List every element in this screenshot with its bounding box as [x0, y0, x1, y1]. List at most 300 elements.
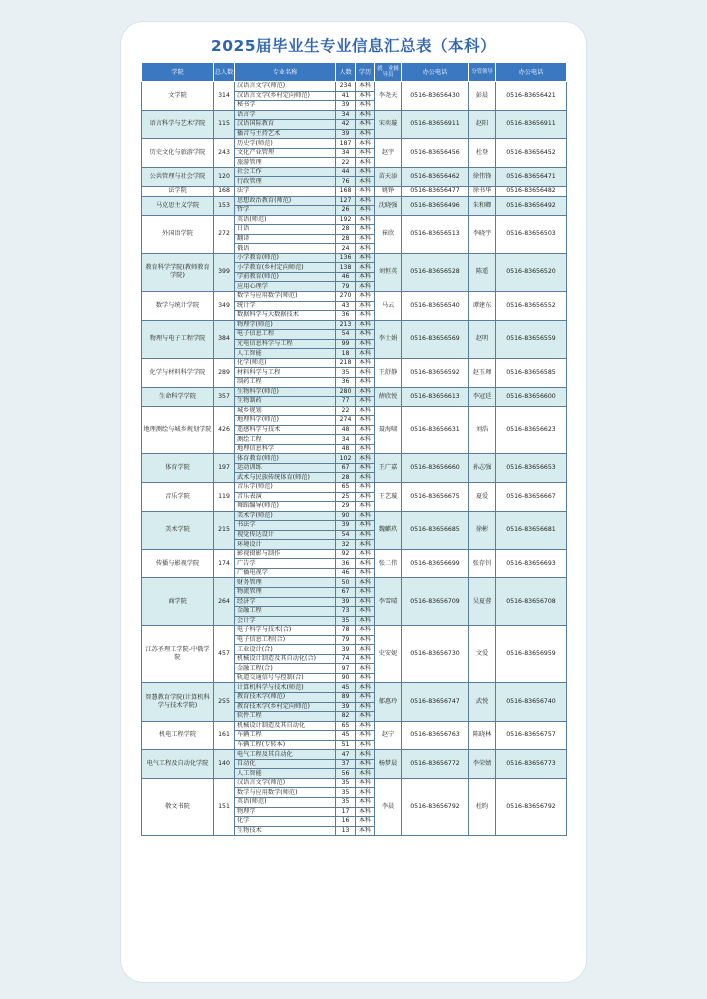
counselor-cell: 张二伟	[375, 549, 402, 578]
major-count-cell: 42	[336, 120, 356, 130]
degree-cell: 本科	[356, 731, 375, 741]
major-name-cell: 学前教育(师范)	[235, 272, 336, 282]
degree-cell: 本科	[356, 635, 375, 645]
table-row	[142, 549, 567, 559]
degree-cell: 本科	[356, 530, 375, 540]
office-phone-cell: 0516-83656772	[402, 750, 469, 779]
major-name-cell: 音乐表演	[235, 492, 336, 502]
major-name-cell: 物理学	[235, 807, 336, 817]
counselor-cell: 姚铮	[375, 187, 402, 197]
college-name-cell: 智慧教育学院(计算机科学与技术学院)	[142, 683, 214, 721]
major-name-cell: 计算机科学与技术(师范)	[235, 683, 336, 693]
major-count-cell: 36	[336, 377, 356, 387]
office-phone-cell: 0516-83656528	[402, 253, 469, 291]
major-name-cell: 小学教育(乡村定向师范)	[235, 263, 336, 273]
major-name-cell: 教育技术学(乡村定向师范)	[235, 702, 336, 712]
major-count-cell: 46	[336, 272, 356, 282]
major-name-cell: 机械设计制造及其自动化(合)	[235, 654, 336, 664]
leader-phone-cell: 0516-83656492	[496, 196, 567, 215]
degree-cell: 本科	[356, 511, 375, 521]
major-name-cell: 社会工作	[235, 167, 336, 177]
college-name-cell: 生命科学学院	[142, 387, 214, 406]
college-total-cell: 264	[214, 578, 235, 626]
counselor-cell: 宋奕璇	[375, 110, 402, 139]
counselor-cell: 苗天添	[375, 167, 402, 186]
major-name-cell: 音乐学(师范)	[235, 482, 336, 492]
counselor-cell: 聂海啸	[375, 406, 402, 454]
leader-cell: 文爱	[469, 626, 496, 683]
college-name-cell: 文学院	[142, 82, 214, 111]
major-count-cell: 45	[336, 731, 356, 741]
table-row	[142, 253, 567, 263]
major-name-cell: 哲学	[235, 206, 336, 216]
table-row	[142, 167, 567, 177]
office-phone-cell: 0516-83656540	[402, 292, 469, 321]
degree-cell: 本科	[356, 750, 375, 760]
table-row	[142, 406, 567, 416]
degree-cell: 本科	[356, 616, 375, 626]
major-count-cell: 39	[336, 101, 356, 111]
degree-cell: 本科	[356, 673, 375, 683]
college-total-cell: 174	[214, 549, 235, 578]
major-count-cell: 16	[336, 817, 356, 827]
major-count-cell: 97	[336, 664, 356, 674]
degree-cell: 本科	[356, 397, 375, 407]
table-row	[142, 292, 567, 302]
leader-phone-cell: 0516-83656600	[496, 387, 567, 406]
leader-phone-cell: 0516-83656740	[496, 683, 567, 721]
counselor-cell: 赵宁	[375, 721, 402, 750]
major-name-cell: 金融工程(合)	[235, 664, 336, 674]
major-count-cell: 90	[336, 673, 356, 683]
major-name-cell: 视觉传达设计	[235, 530, 336, 540]
degree-cell: 本科	[356, 158, 375, 168]
table-row	[142, 778, 567, 788]
major-name-cell: 电子信息工程(合)	[235, 635, 336, 645]
counselor-cell: 薛欣悦	[375, 387, 402, 406]
degree-cell: 本科	[356, 683, 375, 693]
college-total-cell: 272	[214, 215, 235, 253]
table-header-row	[142, 63, 567, 82]
major-count-cell: 90	[336, 511, 356, 521]
major-count-cell: 39	[336, 645, 356, 655]
college-total-cell: 151	[214, 778, 235, 835]
major-name-cell: 财务管理	[235, 578, 336, 588]
table-row	[142, 187, 567, 197]
leader-cell: 陈遥	[469, 253, 496, 291]
major-count-cell: 234	[336, 82, 356, 92]
major-count-cell: 67	[336, 463, 356, 473]
degree-cell: 本科	[356, 693, 375, 703]
major-count-cell: 54	[336, 330, 356, 340]
leader-phone-cell: 0516-83656452	[496, 139, 567, 168]
major-count-cell: 25	[336, 492, 356, 502]
major-count-cell: 26	[336, 206, 356, 216]
leader-phone-cell: 0516-83656503	[496, 215, 567, 253]
degree-cell: 本科	[356, 540, 375, 550]
college-total-cell: 168	[214, 187, 235, 197]
degree-cell: 本科	[356, 549, 375, 559]
college-total-cell: 119	[214, 482, 235, 511]
major-count-cell: 41	[336, 91, 356, 101]
degree-cell: 本科	[356, 416, 375, 426]
major-count-cell: 270	[336, 292, 356, 302]
major-count-cell: 54	[336, 530, 356, 540]
major-count-cell: 89	[336, 693, 356, 703]
major-name-cell: 小学教育(师范)	[235, 253, 336, 263]
counselor-cell: 魏麒玖	[375, 511, 402, 549]
major-name-cell: 法学	[235, 187, 336, 197]
degree-cell: 本科	[356, 377, 375, 387]
major-count-cell: 76	[336, 177, 356, 187]
header-major: 专业名称	[235, 63, 336, 82]
major-name-cell: 汉语言文学(师范)	[235, 82, 336, 92]
major-name-cell: 生物技术	[235, 826, 336, 836]
major-name-cell: 舞蹈编导(师范)	[235, 502, 336, 512]
table-row	[142, 578, 567, 588]
degree-cell: 本科	[356, 387, 375, 397]
table-row	[142, 387, 567, 397]
degree-cell: 本科	[356, 578, 375, 588]
major-count-cell: 79	[336, 282, 356, 292]
major-name-cell: 汉语言文学(师范)	[235, 778, 336, 788]
office-phone-cell: 0516-83656911	[402, 110, 469, 139]
major-name-cell: 物理学(师范)	[235, 320, 336, 330]
leader-phone-cell: 0516-83656773	[496, 750, 567, 779]
college-name-cell: 传播与影视学院	[142, 549, 214, 578]
major-count-cell: 92	[336, 549, 356, 559]
major-name-cell: 软件工程	[235, 712, 336, 722]
major-name-cell: 城乡规划	[235, 406, 336, 416]
major-count-cell: 82	[336, 712, 356, 722]
major-name-cell: 运动训练	[235, 463, 336, 473]
leader-phone-cell: 0516-83656911	[496, 110, 567, 139]
major-count-cell: 218	[336, 358, 356, 368]
leader-cell: 武悦	[469, 683, 496, 721]
college-name-cell: 化学与材料科学学院	[142, 358, 214, 387]
major-name-cell: 物流管理	[235, 587, 336, 597]
degree-cell: 本科	[356, 788, 375, 798]
major-name-cell: 生物制药	[235, 397, 336, 407]
major-name-cell: 俄语	[235, 244, 336, 254]
college-total-cell: 384	[214, 320, 235, 358]
major-name-cell: 电子科学与技术(合)	[235, 626, 336, 636]
counselor-cell: 李晨	[375, 778, 402, 835]
counselor-cell: 郁惠玲	[375, 683, 402, 721]
college-name-cell: 数学与统计学院	[142, 292, 214, 321]
degree-cell: 本科	[356, 368, 375, 378]
major-name-cell: 电子信息工程	[235, 330, 336, 340]
degree-cell: 本科	[356, 311, 375, 321]
major-name-cell: 旅游管理	[235, 158, 336, 168]
table-row	[142, 320, 567, 330]
major-name-cell: 数学与应用数学(师范)	[235, 788, 336, 798]
degree-cell: 本科	[356, 148, 375, 158]
major-count-cell: 34	[336, 435, 356, 445]
degree-cell: 本科	[356, 349, 375, 359]
degree-cell: 本科	[356, 177, 375, 187]
office-phone-cell: 0516-83656709	[402, 578, 469, 626]
leader-phone-cell: 0516-83656681	[496, 511, 567, 549]
major-name-cell: 数学与应用数学(师范)	[235, 292, 336, 302]
major-name-cell: 测绘工程	[235, 435, 336, 445]
table-row	[142, 454, 567, 464]
major-count-cell: 51	[336, 740, 356, 750]
major-count-cell: 67	[336, 587, 356, 597]
major-count-cell: 73	[336, 607, 356, 617]
leader-phone-cell: 0516-83656792	[496, 778, 567, 835]
major-name-cell: 应用心理学	[235, 282, 336, 292]
major-name-cell: 体育教育(师范)	[235, 454, 336, 464]
leader-phone-cell: 0516-83656959	[496, 626, 567, 683]
major-count-cell: 65	[336, 482, 356, 492]
college-name-cell: 外国语学院	[142, 215, 214, 253]
degree-cell: 本科	[356, 167, 375, 177]
degree-cell: 本科	[356, 435, 375, 445]
degree-cell: 本科	[356, 645, 375, 655]
leader-cell: 徐彬	[469, 511, 496, 549]
major-name-cell: 人工智能	[235, 349, 336, 359]
degree-cell: 本科	[356, 568, 375, 578]
office-phone-cell: 0516-83656675	[402, 482, 469, 511]
major-count-cell: 45	[336, 683, 356, 693]
major-name-cell: 制药工程	[235, 377, 336, 387]
degree-cell: 本科	[356, 444, 375, 454]
leader-cell: 李荣婧	[469, 750, 496, 779]
major-count-cell: 29	[336, 502, 356, 512]
major-count-cell: 34	[336, 148, 356, 158]
leader-cell: 刘浩	[469, 406, 496, 454]
college-name-cell: 机电工程学院	[142, 721, 214, 750]
college-name-cell: 电气工程及自动化学院	[142, 750, 214, 779]
leader-phone-cell: 0516-83656559	[496, 320, 567, 358]
counselor-cell: 李士娟	[375, 320, 402, 358]
major-name-cell: 车辆工程(专转本)	[235, 740, 336, 750]
leader-cell: 赵阳	[469, 110, 496, 139]
office-phone-cell: 0516-83656477	[402, 187, 469, 197]
college-name-cell: 江苏圣理工学院-中俄学院	[142, 626, 214, 683]
major-name-cell: 数据科学与大数据技术	[235, 311, 336, 321]
header-counselor: 就 业辅导员	[375, 63, 402, 82]
major-name-cell: 机械设计制造及其自动化	[235, 721, 336, 731]
degree-cell: 本科	[356, 597, 375, 607]
degree-cell: 本科	[356, 702, 375, 712]
degree-cell: 本科	[356, 196, 375, 206]
major-count-cell: 280	[336, 387, 356, 397]
table-row	[142, 196, 567, 206]
major-count-cell: 168	[336, 187, 356, 197]
leader-cell: 张存钊	[469, 549, 496, 578]
office-phone-cell: 0516-83656462	[402, 167, 469, 186]
major-count-cell: 36	[336, 559, 356, 569]
college-total-cell: 243	[214, 139, 235, 168]
major-count-cell: 28	[336, 473, 356, 483]
degree-cell: 本科	[356, 292, 375, 302]
major-count-cell: 22	[336, 158, 356, 168]
college-name-cell: 音乐学院	[142, 482, 214, 511]
degree-cell: 本科	[356, 91, 375, 101]
college-name-cell: 商学院	[142, 578, 214, 626]
college-total-cell: 161	[214, 721, 235, 750]
header-degree: 学历	[356, 63, 375, 82]
college-total-cell: 314	[214, 82, 235, 111]
office-phone-cell: 0516-83656456	[402, 139, 469, 168]
major-count-cell: 187	[336, 139, 356, 149]
office-phone-cell: 0516-83656569	[402, 320, 469, 358]
major-name-cell: 地理信息科学	[235, 444, 336, 454]
major-name-cell: 金融工程	[235, 607, 336, 617]
table-row	[142, 721, 567, 731]
leader-phone-cell: 0516-83656653	[496, 454, 567, 483]
degree-cell: 本科	[356, 272, 375, 282]
header-college: 学院	[142, 63, 214, 82]
major-count-cell: 37	[336, 759, 356, 769]
major-count-cell: 39	[336, 521, 356, 531]
major-name-cell: 影视摄影与制作	[235, 549, 336, 559]
major-name-cell: 地理科学(师范)	[235, 416, 336, 426]
major-name-cell: 秘书学	[235, 101, 336, 111]
degree-cell: 本科	[356, 320, 375, 330]
leader-phone-cell: 0516-83656623	[496, 406, 567, 454]
major-count-cell: 77	[336, 397, 356, 407]
college-total-cell: 215	[214, 511, 235, 549]
degree-cell: 本科	[356, 559, 375, 569]
leader-phone-cell: 0516-83656421	[496, 82, 567, 111]
college-name-cell: 物理与电子工程学院	[142, 320, 214, 358]
office-phone-cell: 0516-83656613	[402, 387, 469, 406]
major-name-cell: 统计学	[235, 301, 336, 311]
counselor-cell: 杨梦晨	[375, 750, 402, 779]
degree-cell: 本科	[356, 473, 375, 483]
major-name-cell: 英语(师范)	[235, 798, 336, 808]
degree-cell: 本科	[356, 626, 375, 636]
major-name-cell: 车辆工程	[235, 731, 336, 741]
leader-cell: 彭晨	[469, 82, 496, 111]
degree-cell: 本科	[356, 339, 375, 349]
major-name-cell: 汉语国际教育	[235, 120, 336, 130]
major-count-cell: 48	[336, 425, 356, 435]
office-phone-cell: 0516-83656685	[402, 511, 469, 549]
major-count-cell: 39	[336, 129, 356, 139]
major-count-cell: 18	[336, 349, 356, 359]
major-name-cell: 美术学(师范)	[235, 511, 336, 521]
leader-cell: 杜登	[469, 139, 496, 168]
college-name-cell: 法学院	[142, 187, 214, 197]
major-count-cell: 35	[336, 778, 356, 788]
office-phone-cell: 0516-83656513	[402, 215, 469, 253]
major-count-cell: 46	[336, 568, 356, 578]
page-title: 2025届毕业生专业信息汇总表（本科）	[210, 37, 497, 55]
table-row	[142, 82, 567, 92]
degree-cell: 本科	[356, 759, 375, 769]
major-count-cell: 28	[336, 234, 356, 244]
major-count-cell: 74	[336, 654, 356, 664]
major-count-cell: 138	[336, 263, 356, 273]
degree-cell: 本科	[356, 282, 375, 292]
college-name-cell: 语言科学与艺术学院	[142, 110, 214, 139]
degree-cell: 本科	[356, 82, 375, 92]
header-leader-phone: 办公电话	[496, 63, 567, 82]
table-row	[142, 750, 567, 760]
office-phone-cell: 0516-83656730	[402, 626, 469, 683]
major-count-cell: 35	[336, 788, 356, 798]
major-count-cell: 35	[336, 798, 356, 808]
major-count-cell: 39	[336, 597, 356, 607]
degree-cell: 本科	[356, 654, 375, 664]
degree-cell: 本科	[356, 712, 375, 722]
major-name-cell: 材料科学与工程	[235, 368, 336, 378]
major-name-cell: 广播电视学	[235, 568, 336, 578]
major-name-cell: 英语(师范)	[235, 215, 336, 225]
degree-cell: 本科	[356, 521, 375, 531]
major-name-cell: 电气工程及其自动化	[235, 750, 336, 760]
leader-phone-cell: 0516-83656708	[496, 578, 567, 626]
degree-cell: 本科	[356, 234, 375, 244]
major-count-cell: 99	[336, 339, 356, 349]
major-name-cell: 光电信息科学与工程	[235, 339, 336, 349]
major-count-cell: 56	[336, 769, 356, 779]
major-count-cell: 274	[336, 416, 356, 426]
office-phone-cell: 0516-83656699	[402, 549, 469, 578]
degree-cell: 本科	[356, 110, 375, 120]
counselor-cell: 王舒静	[375, 358, 402, 387]
leader-phone-cell: 0516-83656757	[496, 721, 567, 750]
major-count-cell: 36	[336, 311, 356, 321]
leader-phone-cell: 0516-83656552	[496, 292, 567, 321]
degree-cell: 本科	[356, 120, 375, 130]
leader-phone-cell: 0516-83656482	[496, 187, 567, 197]
leader-phone-cell: 0516-83656585	[496, 358, 567, 387]
counselor-cell: 沈晓强	[375, 196, 402, 215]
college-total-cell: 357	[214, 387, 235, 406]
leader-cell: 徐书华	[469, 187, 496, 197]
degree-cell: 本科	[356, 807, 375, 817]
leader-cell: 赵玉琿	[469, 358, 496, 387]
degree-cell: 本科	[356, 778, 375, 788]
table-row	[142, 626, 567, 636]
office-phone-cell: 0516-83656763	[402, 721, 469, 750]
major-count-cell: 50	[336, 578, 356, 588]
degree-cell: 本科	[356, 721, 375, 731]
college-total-cell: 140	[214, 750, 235, 779]
office-phone-cell: 0516-83656430	[402, 82, 469, 111]
table-body	[142, 82, 567, 836]
header-phone: 办公电话	[402, 63, 469, 82]
office-phone-cell: 0516-83656660	[402, 454, 469, 483]
leader-cell: 吴夏蓉	[469, 578, 496, 626]
table-row	[142, 511, 567, 521]
major-count-cell: 24	[336, 244, 356, 254]
major-name-cell: 思想政治教育(师范)	[235, 196, 336, 206]
major-name-cell: 化学	[235, 817, 336, 827]
college-name-cell: 体育学院	[142, 454, 214, 483]
major-count-cell: 213	[336, 320, 356, 330]
counselor-cell: 王艺璇	[375, 482, 402, 511]
degree-cell: 本科	[356, 587, 375, 597]
major-count-cell: 35	[336, 368, 356, 378]
college-name-cell: 地理测绘与城乡规划学院	[142, 406, 214, 454]
office-phone-cell: 0516-83656496	[402, 196, 469, 215]
leader-phone-cell: 0516-83656471	[496, 167, 567, 186]
major-count-cell: 28	[336, 225, 356, 235]
counselor-cell: 刘恒英	[375, 253, 402, 291]
college-total-cell: 197	[214, 454, 235, 483]
office-phone-cell: 0516-83656792	[402, 778, 469, 835]
counselor-cell: 王广嘉	[375, 454, 402, 483]
major-name-cell: 行政管理	[235, 177, 336, 187]
degree-cell: 本科	[356, 244, 375, 254]
major-count-cell: 102	[336, 454, 356, 464]
